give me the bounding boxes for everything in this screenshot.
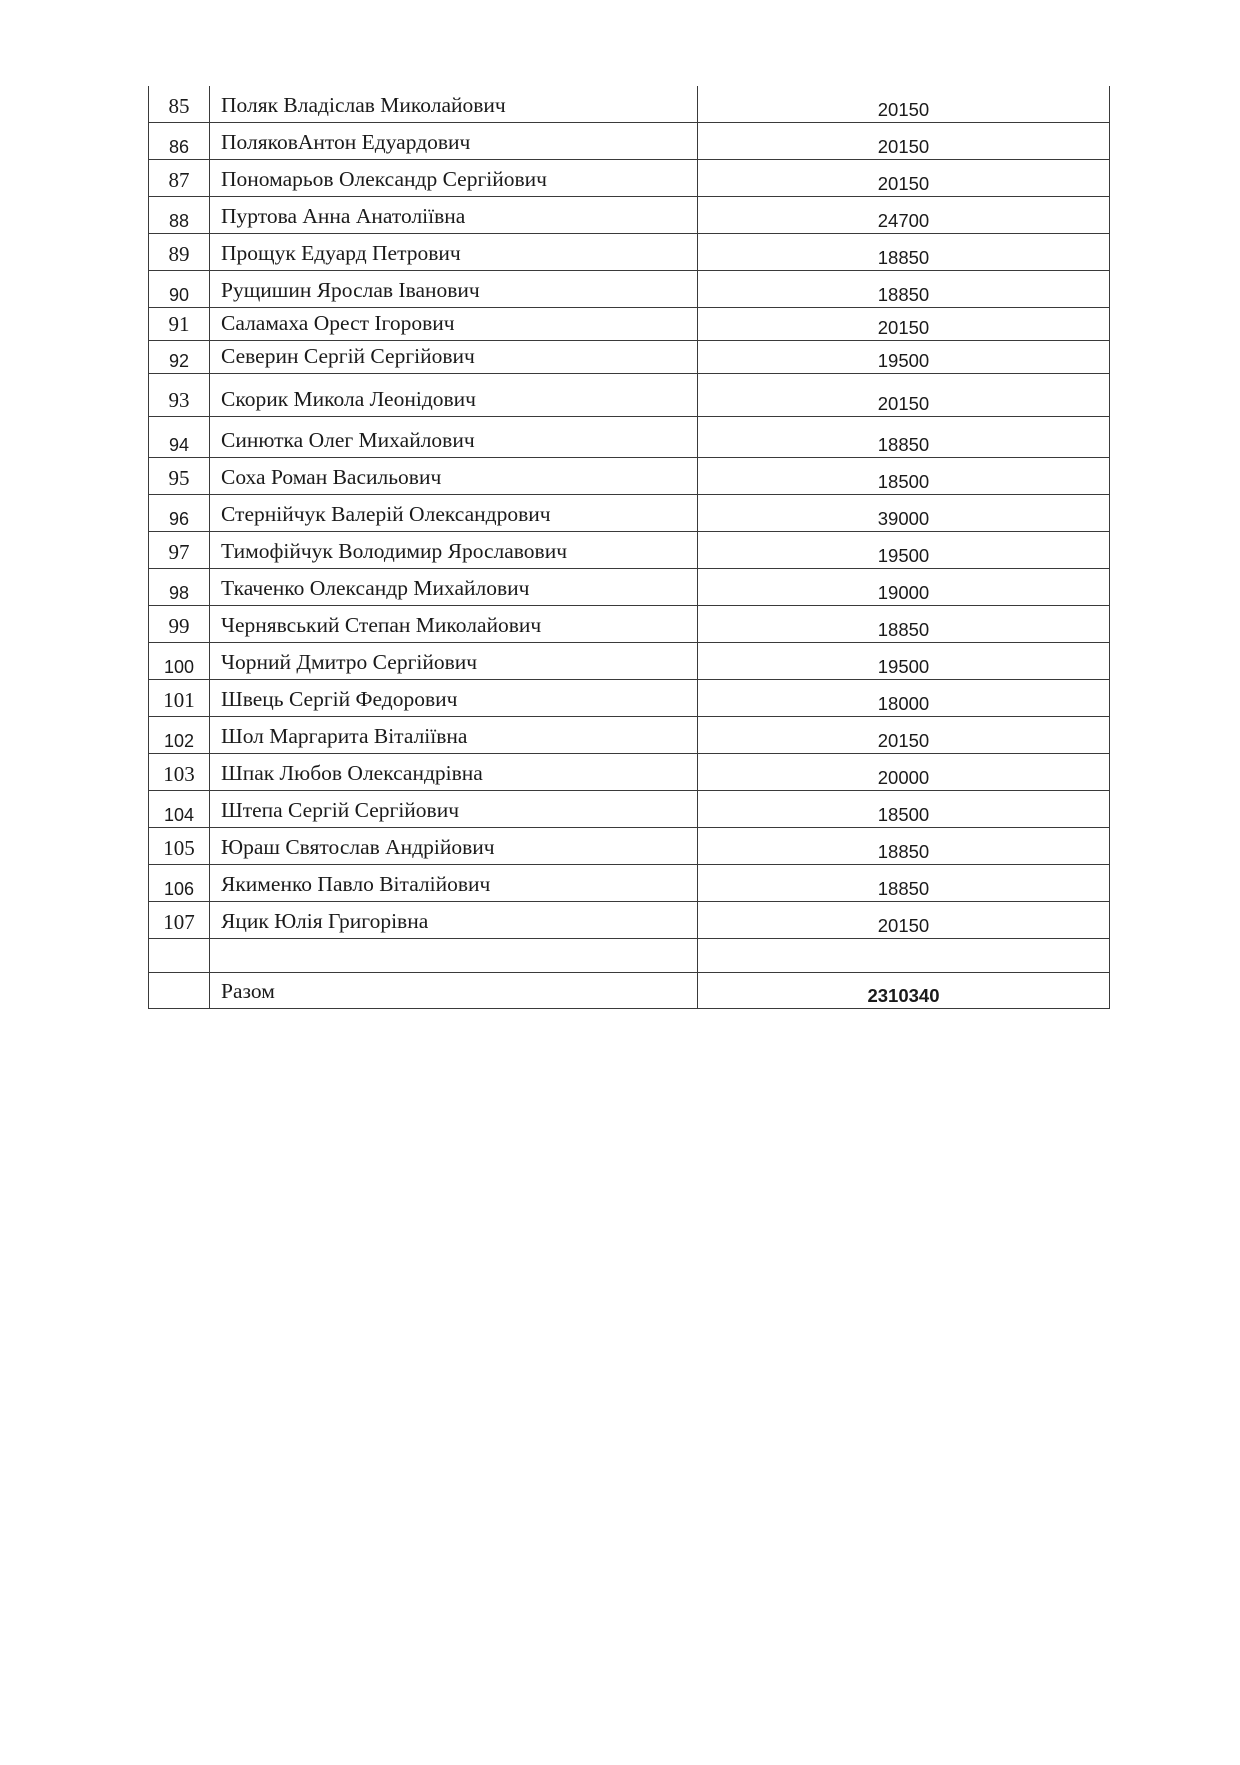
row-number: 101 [149, 680, 210, 717]
amount-cell: 24700 [698, 197, 1110, 234]
row-number: 85 [149, 86, 210, 123]
total-row [149, 973, 1110, 1009]
row-number: 88 [149, 197, 210, 234]
amount-cell: 18850 [698, 417, 1110, 458]
row-number: 89 [149, 234, 210, 271]
person-name: Пономарьов Олександр Сергійович [210, 160, 698, 197]
row-number: 96 [149, 495, 210, 532]
amount-cell: 18000 [698, 680, 1110, 717]
table-row [149, 569, 1110, 606]
person-name: Стернійчук Валерій Олександрович [210, 495, 698, 532]
table-row [149, 308, 1110, 341]
amount-cell: 20000 [698, 754, 1110, 791]
row-number: 94 [149, 417, 210, 458]
person-name: Ткаченко Олександр Михайлович [210, 569, 698, 606]
row-number: 92 [149, 341, 210, 374]
person-name: Яцик Юлія Григорівна [210, 902, 698, 939]
amount-cell: 18850 [698, 865, 1110, 902]
row-number: 86 [149, 123, 210, 160]
table-row [149, 865, 1110, 902]
table-row [149, 532, 1110, 569]
person-name: ПоляковАнтон Едуардович [210, 123, 698, 160]
amount-cell: 18500 [698, 791, 1110, 828]
row-number: 93 [149, 374, 210, 417]
amount-cell: 19500 [698, 643, 1110, 680]
table-row [149, 271, 1110, 308]
row-number: 105 [149, 828, 210, 865]
empty-cell [210, 939, 698, 973]
amount-cell: 39000 [698, 495, 1110, 532]
person-name: Швець Сергій Федорович [210, 680, 698, 717]
table-row [149, 680, 1110, 717]
table-row [149, 643, 1110, 680]
person-name: Рущишин Ярослав Іванович [210, 271, 698, 308]
person-name: Синютка Олег Михайлович [210, 417, 698, 458]
table-row [149, 341, 1110, 374]
total-label: Разом [210, 973, 698, 1009]
empty-cell [698, 939, 1110, 973]
person-name: Чорний Дмитро Сергійович [210, 643, 698, 680]
row-number: 97 [149, 532, 210, 569]
amount-cell: 20150 [698, 902, 1110, 939]
table-row [149, 717, 1110, 754]
person-name: Северин Сергій Сергійович [210, 341, 698, 374]
table-row [149, 234, 1110, 271]
table-row [149, 160, 1110, 197]
amount-cell: 20150 [698, 717, 1110, 754]
person-name: Скорик Микола Леонідович [210, 374, 698, 417]
table-row [149, 197, 1110, 234]
row-number: 103 [149, 754, 210, 791]
table-row [149, 828, 1110, 865]
table-row [149, 791, 1110, 828]
amount-cell: 20150 [698, 86, 1110, 123]
person-name: Тимофійчук Володимир Ярославович [210, 532, 698, 569]
table-row [149, 606, 1110, 643]
table-row [149, 902, 1110, 939]
person-name: Шпак Любов Олександрівна [210, 754, 698, 791]
table-row [149, 417, 1110, 458]
amount-cell: 18500 [698, 458, 1110, 495]
amount-cell: 19500 [698, 532, 1110, 569]
amount-cell: 20150 [698, 123, 1110, 160]
amount-cell: 19500 [698, 341, 1110, 374]
row-number: 100 [149, 643, 210, 680]
amount-cell: 20150 [698, 308, 1110, 341]
amount-cell: 20150 [698, 160, 1110, 197]
amount-cell: 19000 [698, 569, 1110, 606]
row-number: 98 [149, 569, 210, 606]
empty-cell [149, 939, 210, 973]
table-row [149, 86, 1110, 123]
row-number: 99 [149, 606, 210, 643]
person-name: Саламаха Орест Ігорович [210, 308, 698, 341]
row-number: 91 [149, 308, 210, 341]
person-name: Чернявський Степан Миколайович [210, 606, 698, 643]
table-row [149, 495, 1110, 532]
row-number: 102 [149, 717, 210, 754]
row-number: 87 [149, 160, 210, 197]
person-name: Штепа Сергій Сергійович [210, 791, 698, 828]
person-name: Якименко Павло Віталійович [210, 865, 698, 902]
table-row [149, 374, 1110, 417]
row-number: 107 [149, 902, 210, 939]
payment-table [148, 86, 1110, 1009]
table-row [149, 754, 1110, 791]
person-name: Поляк Владіслав Миколайович [210, 86, 698, 123]
person-name: Юраш Святослав Андрійович [210, 828, 698, 865]
amount-cell: 18850 [698, 828, 1110, 865]
row-number: 95 [149, 458, 210, 495]
amount-cell: 18850 [698, 271, 1110, 308]
person-name: Соха Роман Васильович [210, 458, 698, 495]
empty-cell [149, 973, 210, 1009]
empty-row [149, 939, 1110, 973]
amount-cell: 18850 [698, 606, 1110, 643]
table-row [149, 458, 1110, 495]
row-number: 104 [149, 791, 210, 828]
row-number: 90 [149, 271, 210, 308]
amount-cell: 18850 [698, 234, 1110, 271]
amount-cell: 20150 [698, 374, 1110, 417]
table-row [149, 123, 1110, 160]
row-number: 106 [149, 865, 210, 902]
person-name: Пуртова Анна Анатоліївна [210, 197, 698, 234]
total-amount: 2310340 [698, 973, 1110, 1009]
person-name: Прощук Едуард Петрович [210, 234, 698, 271]
person-name: Шол Маргарита Віталіївна [210, 717, 698, 754]
